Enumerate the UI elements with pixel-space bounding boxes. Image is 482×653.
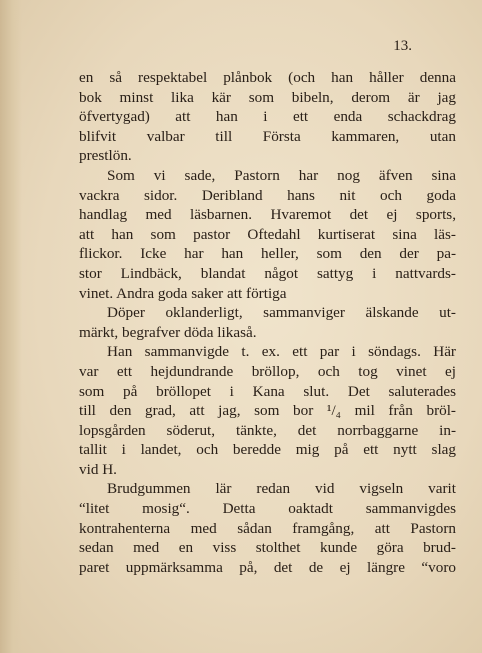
text-line: Som vi sade, Pastorn har nog äfven sina	[107, 166, 456, 184]
text-line: var ett hejdundrande bröllop, och tog vinet ej	[79, 362, 456, 380]
text-line: vinet. Andra goda saker att förtiga	[79, 284, 287, 302]
page-gutter-shadow	[0, 0, 22, 653]
text-line: prestlön.	[79, 147, 132, 165]
text-line: flickor. Icke har han heller, som den der pa-	[79, 245, 456, 263]
text-line: som på bröllopet i Kana slut. Det saluterades	[79, 382, 456, 400]
text-line: “litet mosig“. Detta oaktadt sammanvigdes	[79, 500, 456, 518]
text-line: stor Lindbäck, blandat något sattyg i nattvards-	[79, 264, 456, 282]
text-line: öfvertygad) att han i ett enda schackdrag	[79, 108, 456, 126]
text-line: att han som pastor Oftedahl kurtiserat sina läs-	[79, 225, 456, 243]
text-line: bok minst lika kär som bibeln, derom är jag	[79, 88, 456, 106]
text-line: Döper oklanderligt, sammanviger älskande ut-	[107, 304, 456, 322]
text-line: lopsgården söderut, tänkte, det norrbaggarne in-	[79, 421, 456, 439]
text-line: sedan med en viss stolthet kunde göra brud-	[79, 539, 456, 557]
text-line: tallit i landet, och beredde mig på ett nytt slag	[79, 441, 456, 459]
text-line: paret uppmärksamma på, det de ej längre “voro	[79, 558, 456, 576]
text-line: märkt, begrafver döda likaså.	[79, 323, 257, 341]
text-line: Brudgummen lär redan vid vigseln varit	[107, 480, 456, 498]
text-line: blifvit valbar till Första kammaren, utan	[79, 127, 456, 145]
text-line: kontrahenterna med sådan framgång, att Pastorn	[79, 519, 456, 537]
text-line: handlag med läsbarnen. Hvaremot det ej sports,	[79, 206, 456, 224]
body-text	[79, 68, 456, 577]
text-line: en så respektabel plånbok (och han håller denna	[79, 69, 456, 86]
text-line: vid H.	[79, 460, 117, 478]
page-number: 13.	[393, 38, 412, 54]
text-line: till den grad, att jag, som bor ¹/₄ mil från bröl-	[79, 402, 456, 420]
text-line: Han sammanvigde t. ex. ett par i söndags. Här	[107, 343, 456, 361]
text-line: vackra sidor. Deribland hans nit och goda	[79, 186, 456, 204]
